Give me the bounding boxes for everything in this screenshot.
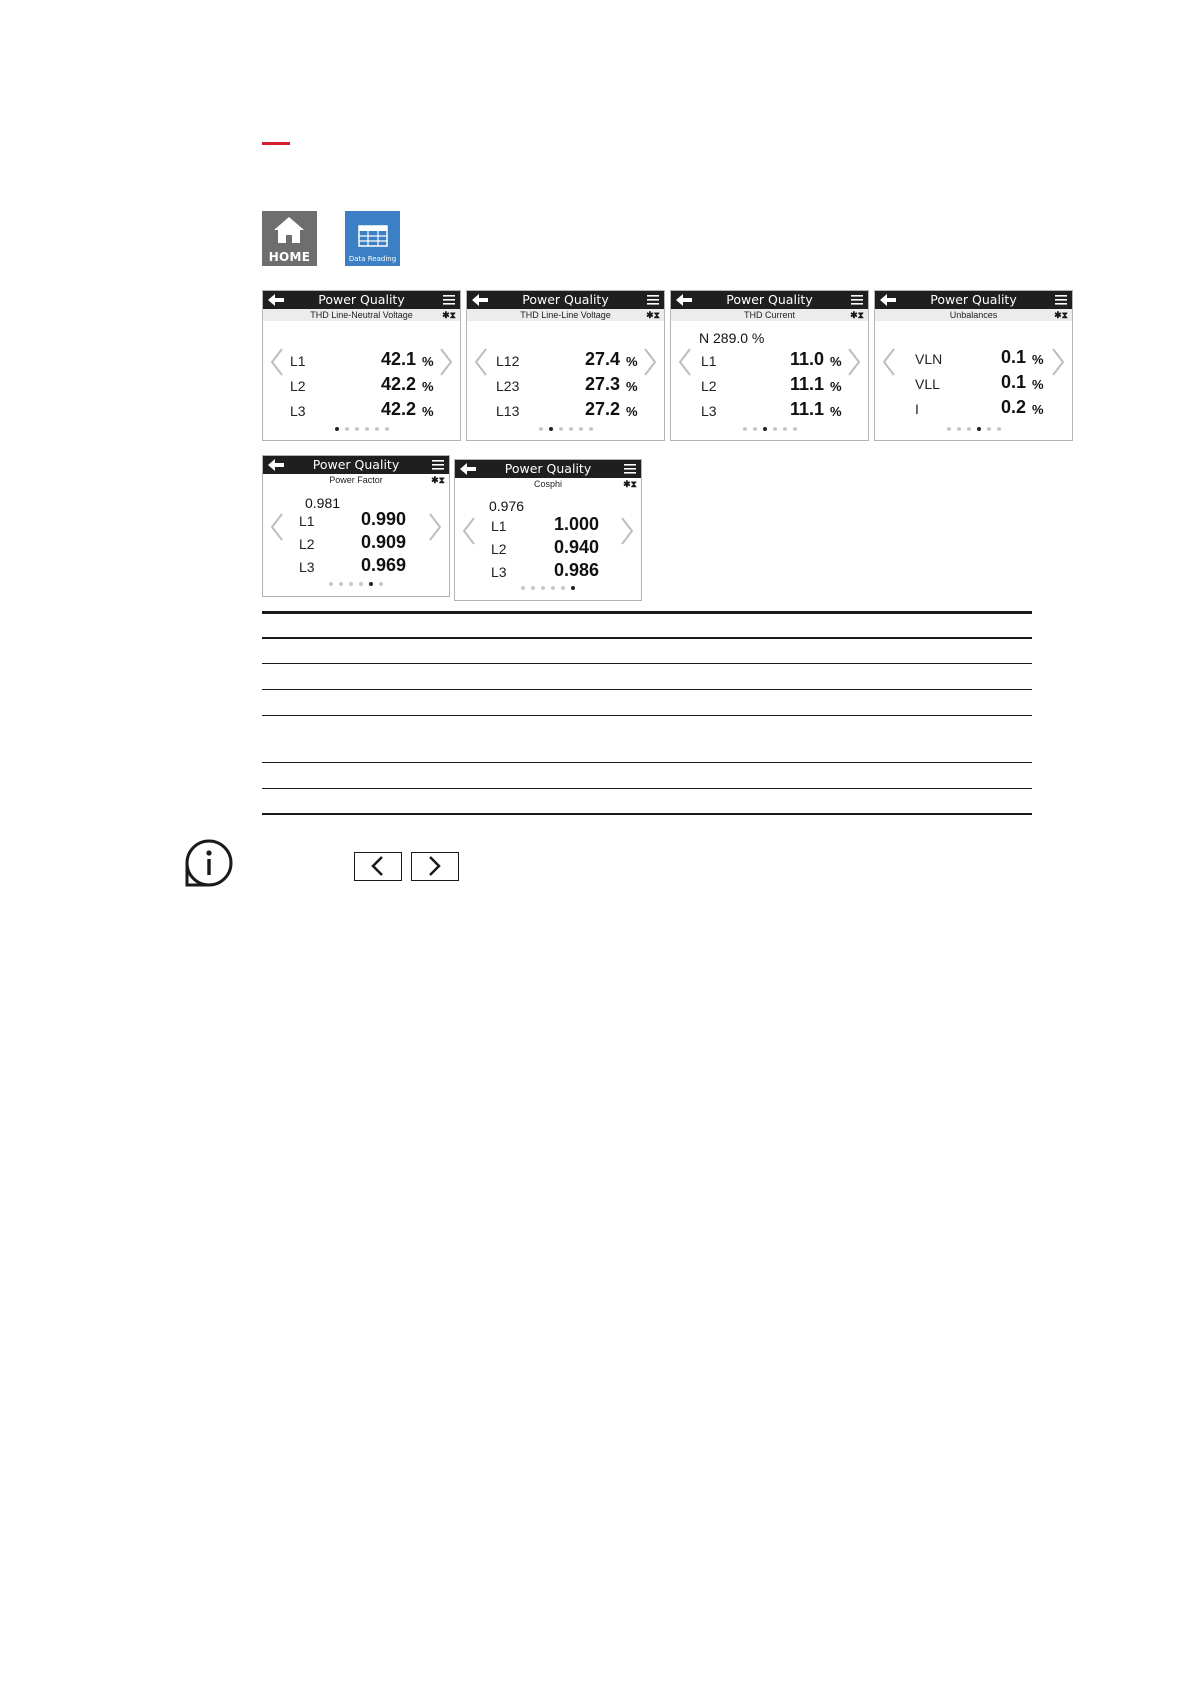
- page-dot: [541, 586, 545, 590]
- page-dot: [559, 427, 563, 431]
- page-dot: [589, 427, 593, 431]
- bluetooth-hourglass-icon: ✱⧗: [646, 310, 660, 320]
- row-unit: %: [1032, 402, 1044, 417]
- menu-icon[interactable]: [432, 460, 444, 470]
- row-value: 42.2: [380, 399, 416, 419]
- page-dot: [947, 427, 951, 431]
- row-label: L3: [290, 403, 306, 419]
- row-label: VLL: [915, 376, 940, 392]
- page-dot: [977, 427, 981, 431]
- page-dot: [531, 586, 535, 590]
- row-unit: %: [422, 379, 434, 394]
- page-dot: [561, 586, 565, 590]
- page-dot: [365, 427, 369, 431]
- row-value: 11.1: [789, 399, 824, 419]
- page-dot: [957, 427, 961, 431]
- chevron-left-icon: [355, 853, 400, 879]
- table-row-rule: [262, 788, 1032, 789]
- home-tile-label: HOME: [268, 250, 311, 264]
- next-chevron-icon[interactable]: [620, 516, 634, 546]
- table-bottom-rule: [262, 813, 1032, 815]
- screen-header: [263, 456, 449, 474]
- row-unit: %: [830, 354, 842, 369]
- page-dot: [379, 582, 383, 586]
- screen-subtitle-bar: [455, 478, 641, 490]
- row-label: L2: [290, 378, 306, 394]
- page-dot: [329, 582, 333, 586]
- table-top-rule: [262, 611, 1032, 614]
- page-dot: [579, 427, 583, 431]
- screen-title: Power Quality: [318, 292, 405, 307]
- bluetooth-hourglass-icon: ✱⧗: [431, 475, 445, 485]
- table-row-rule: [262, 689, 1032, 690]
- next-chevron-icon[interactable]: [439, 347, 453, 377]
- screen-thd-line-line: [466, 290, 665, 441]
- row-unit: %: [1032, 377, 1044, 392]
- next-chevron-icon[interactable]: [428, 512, 442, 542]
- screen-title: Power Quality: [522, 292, 609, 307]
- screen-title: Power Quality: [930, 292, 1017, 307]
- bluetooth-hourglass-icon: ✱⧗: [442, 310, 456, 320]
- page-dot: [345, 427, 349, 431]
- row-label: L1: [290, 353, 306, 369]
- screen-subtitle: THD Current: [743, 310, 795, 320]
- row-value: 27.2: [584, 399, 620, 419]
- screen-header: [467, 291, 664, 309]
- page-dot: [551, 586, 555, 590]
- screen-subtitle: Power Factor: [329, 475, 383, 485]
- page-dot: [569, 427, 573, 431]
- table-row-rule: [262, 715, 1032, 716]
- bluetooth-hourglass-icon: ✱⧗: [1054, 310, 1068, 320]
- screen-power-factor: [262, 455, 450, 597]
- menu-icon[interactable]: [1055, 295, 1067, 305]
- page-dot: [783, 427, 787, 431]
- page-dot: [967, 427, 971, 431]
- row-label: I: [915, 401, 919, 417]
- total-cosphi-value: 0.976: [489, 498, 525, 514]
- table-row-rule: [262, 663, 1032, 664]
- prev-chevron-icon[interactable]: [462, 516, 476, 546]
- page-indicator: [455, 586, 641, 590]
- menu-icon[interactable]: [851, 295, 863, 305]
- menu-icon[interactable]: [443, 295, 455, 305]
- table-row-rule: [262, 637, 1032, 639]
- page-dot: [763, 427, 767, 431]
- page-dot: [359, 582, 363, 586]
- neutral-thd-value: N 289.0 %: [699, 330, 765, 346]
- screen-subtitle-bar: [467, 309, 664, 321]
- screen-thd-current: [670, 290, 869, 441]
- screen-title: Power Quality: [504, 461, 592, 476]
- screen-cosphi: [454, 459, 642, 601]
- prev-chevron-icon[interactable]: [678, 347, 692, 377]
- page-dot: [997, 427, 1001, 431]
- page-dot: [549, 427, 553, 431]
- row-unit: %: [422, 404, 434, 419]
- row-label: VLN: [915, 351, 943, 367]
- next-chevron-icon[interactable]: [643, 347, 657, 377]
- prev-chevron-icon[interactable]: [474, 347, 488, 377]
- row-value: 0.1: [1000, 347, 1026, 367]
- page-dot: [743, 427, 747, 431]
- row-label: L1: [299, 513, 315, 529]
- page-dot: [375, 427, 379, 431]
- row-label: L23: [496, 378, 520, 394]
- row-value: 0.1: [1000, 372, 1026, 392]
- screen-title: Power Quality: [726, 292, 813, 307]
- bluetooth-hourglass-icon: ✱⧗: [623, 479, 637, 489]
- row-value: 0.969: [361, 555, 407, 575]
- home-tile[interactable]: [262, 211, 317, 266]
- row-label: L2: [299, 536, 315, 552]
- page-dot: [355, 427, 359, 431]
- data-reading-tile-label: Data Reading: [348, 255, 397, 263]
- row-unit: %: [626, 354, 638, 369]
- page-dot: [521, 586, 525, 590]
- page-dot: [753, 427, 757, 431]
- menu-icon[interactable]: [624, 464, 636, 474]
- table-icon: [358, 225, 388, 247]
- row-value: 0.2: [1000, 397, 1026, 417]
- row-value: 27.4: [584, 349, 620, 369]
- row-value: 42.1: [380, 349, 416, 369]
- data-reading-tile[interactable]: [345, 211, 400, 266]
- prev-button[interactable]: [354, 852, 402, 881]
- page-dot: [339, 582, 343, 586]
- section-accent-bar: [262, 142, 290, 145]
- prev-chevron-icon[interactable]: [882, 347, 896, 377]
- page-dot: [773, 427, 777, 431]
- row-label: L3: [701, 403, 717, 419]
- screen-header: [263, 291, 460, 309]
- page-dot: [793, 427, 797, 431]
- row-value: 0.940: [554, 537, 600, 557]
- row-unit: %: [626, 379, 638, 394]
- total-power-factor-value: 0.981: [305, 495, 341, 511]
- home-icon: [272, 216, 306, 244]
- row-label: L12: [496, 353, 520, 369]
- row-value: 1.000: [554, 514, 600, 534]
- screen-thd-line-neutral: [262, 290, 461, 441]
- screen-header: [455, 460, 641, 478]
- chevron-right-icon: [412, 853, 457, 879]
- screen-header: [671, 291, 868, 309]
- page-dot: [571, 586, 575, 590]
- page-indicator: [875, 427, 1072, 431]
- page-indicator: [671, 427, 868, 431]
- prev-chevron-icon[interactable]: [270, 512, 284, 542]
- screen-subtitle-bar: [875, 309, 1072, 321]
- row-value: 0.909: [361, 532, 407, 552]
- row-unit: %: [830, 379, 842, 394]
- row-label: L1: [701, 353, 717, 369]
- screen-subtitle-bar: [671, 309, 868, 321]
- page-dot: [539, 427, 543, 431]
- row-label: L2: [701, 378, 717, 394]
- bluetooth-hourglass-icon: ✱⧗: [850, 310, 864, 320]
- row-value: 11.1: [789, 374, 824, 394]
- row-unit: %: [830, 404, 842, 419]
- next-chevron-icon[interactable]: [1051, 347, 1065, 377]
- row-unit: %: [626, 404, 638, 419]
- page-dot: [349, 582, 353, 586]
- screen-subtitle-bar: [263, 309, 460, 321]
- page-dot: [987, 427, 991, 431]
- menu-icon[interactable]: [647, 295, 659, 305]
- screen-subtitle: THD Line-Line Voltage: [520, 310, 611, 320]
- row-label: L1: [491, 518, 507, 534]
- row-label: L2: [491, 541, 507, 557]
- page-dot: [385, 427, 389, 431]
- table-row-rule: [262, 762, 1032, 763]
- screen-header: [875, 291, 1072, 309]
- row-label: L3: [299, 559, 315, 575]
- page-indicator: [263, 582, 449, 586]
- info-icon: [184, 838, 234, 888]
- row-label: L13: [496, 403, 520, 419]
- row-value: 27.3: [584, 374, 620, 394]
- screen-subtitle: THD Line-Neutral Voltage: [310, 310, 413, 320]
- screen-subtitle: Cosphi: [533, 479, 562, 489]
- page-dot: [369, 582, 373, 586]
- row-unit: %: [422, 354, 434, 369]
- next-chevron-icon[interactable]: [847, 347, 861, 377]
- row-label: L3: [491, 564, 507, 580]
- screen-unbalances: [874, 290, 1073, 441]
- page-indicator: [467, 427, 664, 431]
- row-unit: %: [1032, 352, 1044, 367]
- row-value: 11.0: [789, 349, 824, 369]
- page-indicator: [263, 427, 460, 431]
- page-dot: [335, 427, 339, 431]
- row-value: 42.2: [380, 374, 416, 394]
- row-value: 0.986: [554, 560, 600, 580]
- screen-subtitle: Unbalances: [949, 310, 998, 320]
- prev-chevron-icon[interactable]: [270, 347, 284, 377]
- row-value: 0.990: [361, 509, 407, 529]
- screen-title: Power Quality: [312, 457, 400, 472]
- screen-subtitle-bar: [263, 474, 449, 486]
- next-button[interactable]: [411, 852, 459, 881]
